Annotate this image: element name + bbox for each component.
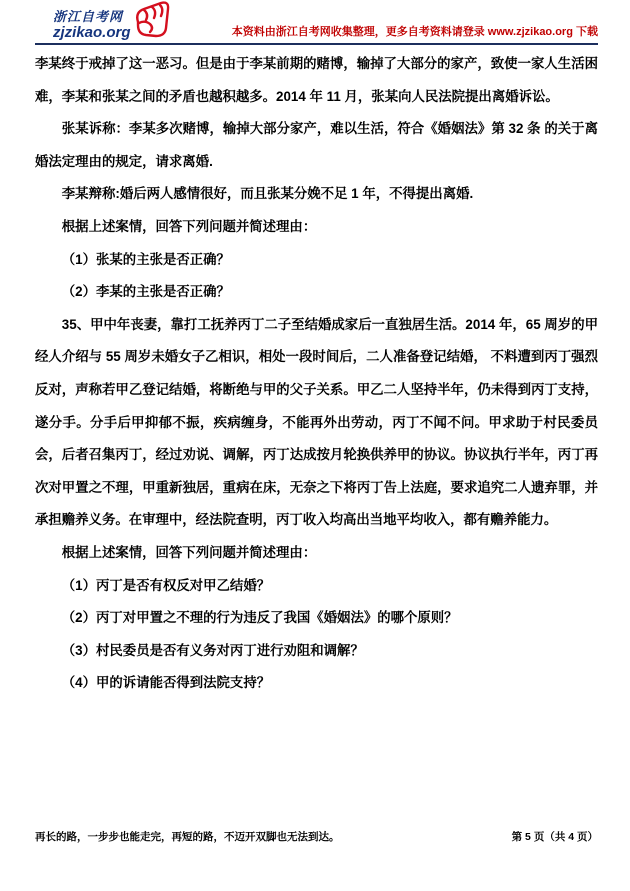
paragraph-li-defense: 李某辩称:婚后两人感情很好，而且张某分娩不足 1 年，不得提出离婚. — [61, 186, 474, 202]
paragraph-instruction-1: 根据上述案情，回答下列问题并简述理由： — [61, 218, 317, 234]
question-35-3: （3）村民委员是否有义务对丙丁进行劝阻和调解？ — [61, 642, 364, 658]
page-footer — [35, 829, 598, 844]
paragraph-case1-continuation: 李某终于戒掉了这一恶习。但是由于李某前期的赌博，输掉了大部分的家产，致使一家人生活困难，李某和张某之间的矛盾也越积越多。2014 年 11 月，张某向人民法院提出离婚诉讼。 — [35, 56, 598, 104]
fist-icon — [128, 0, 172, 47]
paragraph-case35: 35、甲中年丧妻，靠打工抚养丙丁二子至结婚成家后一直独居生活。2014 年，65 周岁的甲经人介绍与 55 周岁未婚女子乙相识，相处一段时间后，二人准备登记结婚， 不料遭到丙丁强烈反对，声称若甲乙登记结婚，将断绝与甲的父子关系。甲乙二人坚持半年，仍未得到丙丁支持，遂分手。分手后甲抑郁不振，疾病缠身，不能再外出劳动，丙丁不闻不问。甲求助于村民委员会，后者召集丙丁，经过劝说、调解，丙丁达成按月轮换供养甲的协议。协议执行半年，丙丁再次对甲置之不理，甲重新独居，重病在床，无奈之下将丙丁告上法庭，要求追究二人遗弃罪，并承担赡养义务。在审理中，经法院查明，丙丁收入均高出当地平均收入，都有赡养能力。 — [35, 316, 598, 528]
header-notice: 本资料由浙江自考网收集整理，更多自考资料请登录 www.zjzikao.org 下载 — [231, 26, 598, 38]
paragraph-zhang-claim: 张某诉称：李某多次赌博，输掉大部分家产，难以生活，符合《婚姻法》第 32 条 的关于离婚法定理由的规定，请求离婚. — [35, 121, 598, 169]
logo-title-cn: 浙江自考网 — [53, 9, 124, 24]
question-35-2: （2）丙丁对甲置之不理的行为违反了我国《婚姻法》的哪个原则？ — [61, 610, 458, 626]
footer-motto: 再长的路，一步步也能走完，再短的路，不迈开双脚也无法到达。 — [35, 831, 340, 843]
question-35-1: （1）丙丁是否有权反对甲乙结婚？ — [61, 577, 271, 593]
site-logo — [53, 0, 172, 43]
document-body — [35, 48, 598, 700]
question-1-1: （1）张某的主张是否正确？ — [61, 251, 230, 267]
page-header — [35, 0, 598, 45]
question-35-4: （4）甲的诉请能否得到法院支持？ — [61, 675, 271, 691]
paragraph-instruction-2: 根据上述案情，回答下列问题并简述理由： — [61, 544, 317, 560]
logo-text — [53, 0, 131, 41]
logo-domain: zjzikao.org — [53, 24, 131, 41]
page-number: 第 5 页（共 4 页） — [511, 831, 598, 843]
question-1-2: （2）李某的主张是否正确？ — [61, 284, 230, 300]
